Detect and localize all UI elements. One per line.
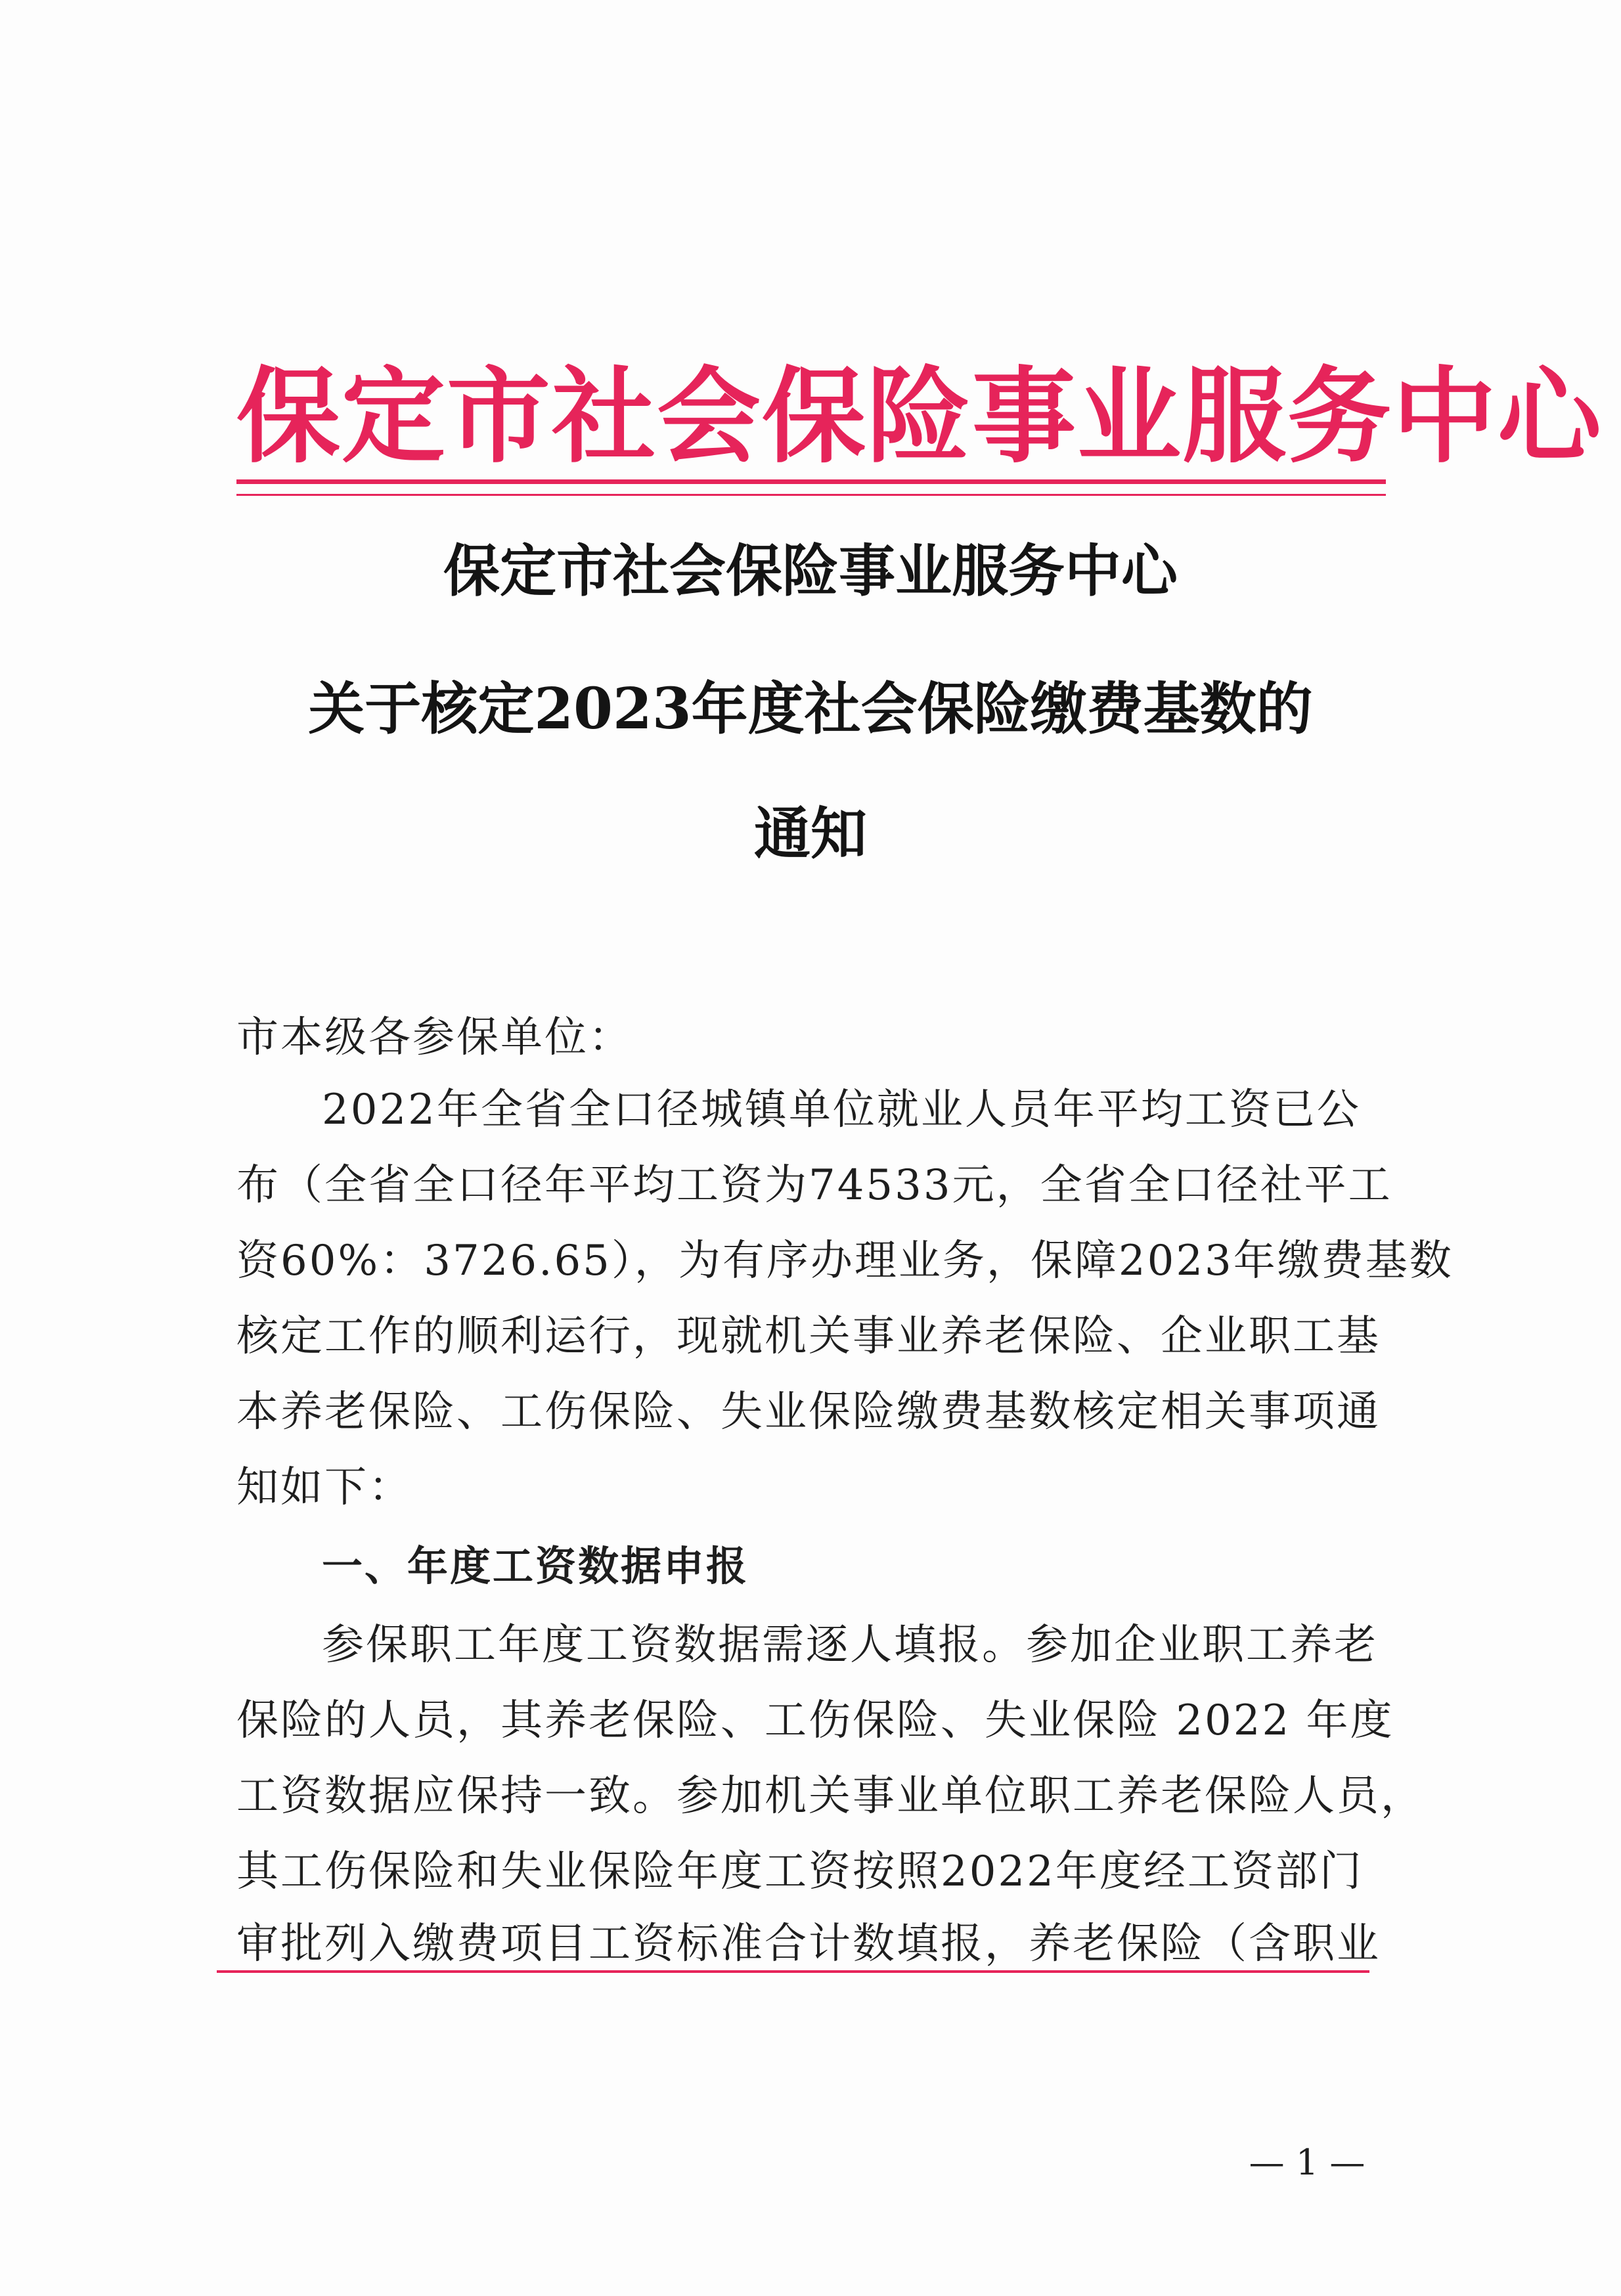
document-title-line-3: 通知 (754, 801, 867, 867)
masthead-rule-thin (236, 494, 1386, 496)
paragraph-2-line: 工资数据应保持一致。参加机关事业单位职工养老保险人员， (236, 1772, 1425, 1821)
paragraph-1-line: 布（全省全口径年平均工资为74533元，全省全口径社平工 (236, 1161, 1392, 1210)
paragraph-1-line: 2022年全省全口径城镇单位就业人员年平均工资已公 (322, 1086, 1361, 1134)
paragraph-1-line: 核定工作的顺利运行，现就机关事业养老保险、企业职工基 (236, 1312, 1381, 1361)
paragraph-1-line: 本养老保险、工伤保险、失业保险缴费基数核定相关事项通 (236, 1388, 1381, 1436)
salutation: 市本级各参保单位： (236, 1013, 633, 1062)
paragraph-2-line: 审批列入缴费项目工资标准合计数填报，养老保险（含职业 (236, 1920, 1381, 1968)
paragraph-1-line: 知如下： (236, 1463, 412, 1512)
paragraph-2-line: 参保职工年度工资数据需逐人填报。参加企业职工养老 (322, 1621, 1378, 1669)
page-number: — 1 — (1249, 2142, 1366, 2183)
masthead-rule-thick (236, 479, 1386, 484)
footer-red-rule (217, 1970, 1369, 1973)
paragraph-1-line: 资60%：3726.65），为有序办理业务，保障2023年缴费基数 (236, 1237, 1454, 1285)
document-title-line-2: 关于核定2023年度社会保险缴费基数的 (308, 676, 1313, 742)
paragraph-2-line: 保险的人员，其养老保险、工伤保险、失业保险 2022 年度 (236, 1696, 1394, 1745)
document-title-line-1: 保定市社会保险事业服务中心 (443, 538, 1178, 604)
masthead-org-name: 保定市社会保险事业服务中心 (236, 356, 1603, 477)
paragraph-2-line: 其工伤保险和失业保险年度工资按照2022年度经工资部门 (236, 1847, 1364, 1896)
section-1-heading: 一、年度工资数据申报 (322, 1542, 749, 1590)
